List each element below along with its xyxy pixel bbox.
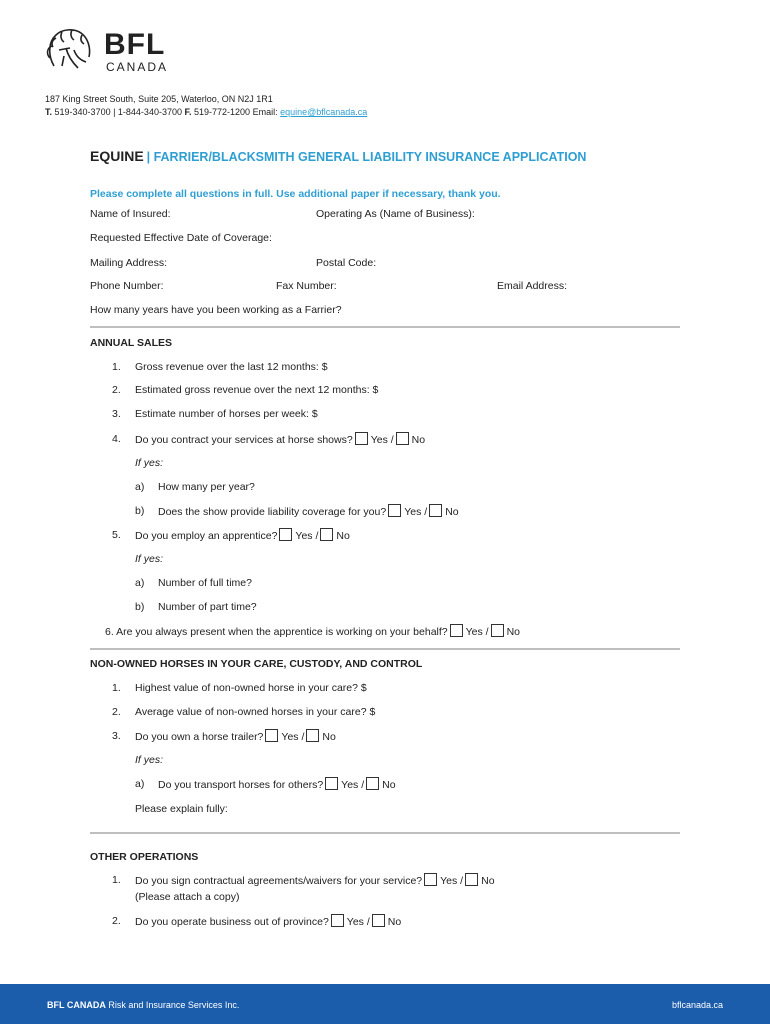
average-value-question[interactable]: Average value of non-owned horses in your care? $ bbox=[135, 706, 376, 718]
bfl-logo bbox=[44, 26, 174, 76]
no-checkbox[interactable] bbox=[429, 504, 442, 517]
part-time-question[interactable]: Number of part time? bbox=[158, 601, 257, 613]
list-number: 3. bbox=[112, 730, 121, 742]
question-text: Do you operate business out of province? bbox=[135, 916, 329, 928]
name-of-insured-field[interactable]: Name of Insured: bbox=[90, 208, 171, 220]
question-text: Do you employ an apprentice? bbox=[135, 530, 278, 542]
intro-text: Please complete all questions in full. Use additional paper if necessary, thank you. bbox=[90, 188, 501, 200]
no-checkbox[interactable] bbox=[372, 914, 385, 927]
estimated-revenue-question[interactable]: Estimated gross revenue over the next 12 months: $ bbox=[135, 384, 379, 396]
question-text: 6. Are you always present when the apprentice is working on your behalf? bbox=[105, 626, 448, 638]
if-yes-label: If yes: bbox=[135, 553, 164, 565]
list-number: 1. bbox=[112, 361, 121, 373]
yes-checkbox[interactable] bbox=[355, 432, 368, 445]
apprentice-supervision-question bbox=[105, 624, 520, 639]
footer-company-name: Risk and Insurance Services Inc. bbox=[105, 1000, 240, 1010]
title-sub: | FARRIER/BLACKSMITH GENERAL LIABILITY INSURANCE APPLICATION bbox=[146, 150, 587, 164]
no-checkbox[interactable] bbox=[366, 777, 379, 790]
email-field[interactable]: Email Address: bbox=[497, 280, 568, 292]
question-text: Do you own a horse trailer? bbox=[135, 731, 264, 743]
divider bbox=[90, 326, 680, 328]
list-letter: a) bbox=[135, 577, 145, 589]
yes-label: Yes / bbox=[295, 530, 319, 542]
transport-horses-question bbox=[158, 777, 396, 792]
lion-icon bbox=[44, 26, 96, 74]
non-owned-heading: NON-OWNED HORSES IN YOUR CARE, CUSTODY, AND CONTROL bbox=[90, 658, 423, 670]
show-coverage-question bbox=[158, 504, 459, 519]
yes-label: Yes / bbox=[370, 434, 394, 446]
fax-label: F. bbox=[184, 107, 192, 117]
question-text: Do you transport horses for others? bbox=[158, 779, 324, 791]
no-checkbox[interactable] bbox=[320, 528, 333, 541]
question-text: Do you contract your services at horse shows? bbox=[135, 434, 353, 446]
footer-bar bbox=[0, 984, 770, 1024]
yes-checkbox[interactable] bbox=[331, 914, 344, 927]
list-number: 4. bbox=[112, 433, 121, 445]
logo-name: BFL bbox=[104, 28, 166, 61]
horses-per-week-question[interactable]: Estimate number of horses per week: $ bbox=[135, 408, 318, 420]
list-number: 1. bbox=[112, 682, 121, 694]
horse-shows-question bbox=[135, 432, 425, 447]
phone-numbers: 519-340-3700 | 1-844-340-3700 bbox=[54, 107, 182, 117]
attach-copy-note: (Please attach a copy) bbox=[135, 891, 240, 903]
list-number: 3. bbox=[112, 408, 121, 420]
list-letter: b) bbox=[135, 601, 145, 613]
fax-number: 519-772-1200 Email: bbox=[194, 107, 278, 117]
postal-code-field[interactable]: Postal Code: bbox=[316, 257, 377, 269]
question-text: Does the show provide liability coverage for you? bbox=[158, 506, 387, 518]
email-link[interactable]: equine@bflcanada.ca bbox=[280, 107, 368, 117]
effective-date-field[interactable]: Requested Effective Date of Coverage: bbox=[90, 232, 272, 244]
yes-checkbox[interactable] bbox=[424, 873, 437, 886]
yes-checkbox[interactable] bbox=[279, 528, 292, 541]
no-checkbox[interactable] bbox=[396, 432, 409, 445]
footer-brand: BFL CANADA bbox=[47, 1000, 106, 1010]
yes-label: Yes / bbox=[465, 626, 489, 638]
no-label: No bbox=[506, 626, 521, 638]
years-working-field[interactable]: How many years have you been working as a Farrier? bbox=[90, 304, 342, 316]
yes-label: Yes / bbox=[346, 916, 370, 928]
no-label: No bbox=[387, 916, 402, 928]
list-letter: b) bbox=[135, 505, 145, 517]
phone-field[interactable]: Phone Number: bbox=[90, 280, 164, 292]
footer-company bbox=[47, 998, 239, 1012]
no-checkbox[interactable] bbox=[306, 729, 319, 742]
yes-label: Yes / bbox=[341, 779, 365, 791]
list-number: 2. bbox=[112, 384, 121, 396]
if-yes-label: If yes: bbox=[135, 754, 164, 766]
divider bbox=[90, 832, 680, 834]
shows-per-year-question[interactable]: How many per year? bbox=[158, 481, 255, 493]
divider bbox=[90, 648, 680, 650]
no-checkbox[interactable] bbox=[491, 624, 504, 637]
fax-field[interactable]: Fax Number: bbox=[276, 280, 337, 292]
no-label: No bbox=[336, 530, 350, 542]
full-time-question[interactable]: Number of full time? bbox=[158, 577, 252, 589]
list-letter: a) bbox=[135, 481, 145, 493]
no-label: No bbox=[411, 434, 426, 446]
contractual-agreements-question bbox=[135, 873, 495, 888]
yes-checkbox[interactable] bbox=[265, 729, 278, 742]
contact-line bbox=[45, 105, 367, 119]
list-number: 2. bbox=[112, 706, 121, 718]
list-letter: a) bbox=[135, 778, 145, 790]
title-main: EQUINE bbox=[90, 148, 144, 164]
yes-checkbox[interactable] bbox=[450, 624, 463, 637]
yes-checkbox[interactable] bbox=[325, 777, 338, 790]
footer-website[interactable]: bflcanada.ca bbox=[672, 1000, 724, 1010]
yes-checkbox[interactable] bbox=[388, 504, 401, 517]
mailing-address-field[interactable]: Mailing Address: bbox=[90, 257, 168, 269]
explain-field[interactable]: Please explain fully: bbox=[135, 803, 228, 815]
no-label: No bbox=[445, 506, 459, 518]
logo-sub: CANADA bbox=[106, 60, 169, 74]
annual-sales-heading: ANNUAL SALES bbox=[90, 337, 173, 349]
page-title bbox=[90, 147, 586, 167]
highest-value-question[interactable]: Highest value of non-owned horse in your care? $ bbox=[135, 682, 367, 694]
question-text: Do you sign contractual agreements/waivers for your service? bbox=[135, 875, 423, 887]
no-label: No bbox=[322, 731, 336, 743]
yes-label: Yes / bbox=[281, 731, 305, 743]
operating-as-field[interactable]: Operating As (Name of Business): bbox=[316, 208, 475, 220]
list-number: 5. bbox=[112, 529, 121, 541]
list-number: 1. bbox=[112, 874, 121, 886]
apprentice-question bbox=[135, 528, 350, 543]
yes-label: Yes / bbox=[404, 506, 428, 518]
no-label: No bbox=[481, 875, 495, 887]
horse-trailer-question bbox=[135, 729, 336, 744]
list-number: 2. bbox=[112, 915, 121, 927]
if-yes-label: If yes: bbox=[135, 457, 164, 469]
out-of-province-question bbox=[135, 914, 401, 929]
yes-label: Yes / bbox=[440, 875, 464, 887]
no-checkbox[interactable] bbox=[465, 873, 478, 886]
other-operations-heading: OTHER OPERATIONS bbox=[90, 851, 199, 863]
no-label: No bbox=[382, 779, 396, 791]
gross-revenue-question[interactable]: Gross revenue over the last 12 months: $ bbox=[135, 361, 328, 373]
phone-label: T. bbox=[45, 107, 53, 117]
company-address: 187 King Street South, Suite 205, Waterloo, ON N2J 1R1 bbox=[45, 94, 273, 104]
